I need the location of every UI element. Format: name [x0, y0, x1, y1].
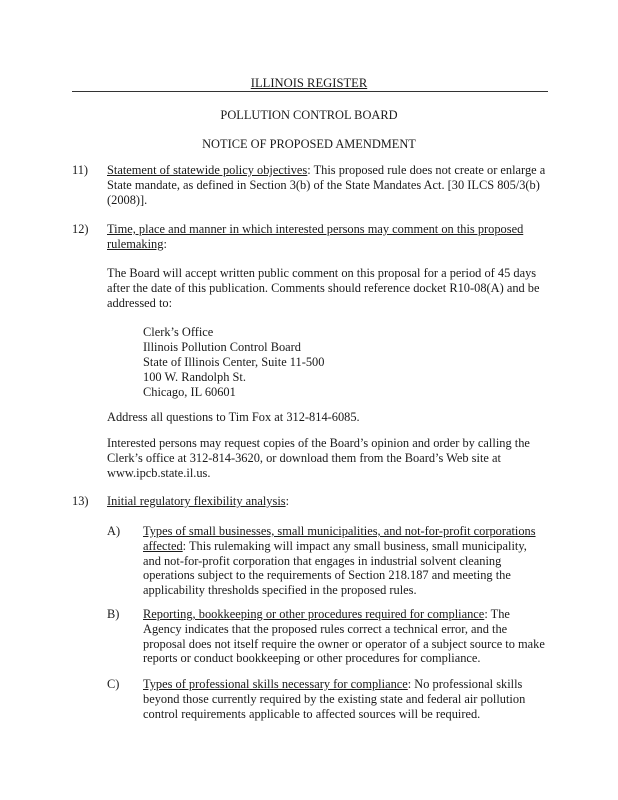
item-11-heading: Statement of statewide policy objectives [107, 163, 308, 177]
header-rule [72, 91, 548, 92]
item-13-heading-line [107, 494, 547, 509]
item-13a-label: A) [107, 524, 121, 538]
register-header [0, 76, 618, 91]
agency-title: POLLUTION CONTROL BOARD [220, 108, 398, 122]
address-line: 100 W. Randolph St. [143, 370, 246, 384]
item-11-number: 11) [72, 163, 89, 177]
item-13c-paragraph [143, 677, 547, 721]
item-13b-heading: Reporting, bookkeeping or other procedures required for compliance [143, 607, 485, 621]
item-11-text: : This proposed rule does not create or enlarge a State mandate, as defined in Section 3(b) of the State Mandates Act. [30 ILCS 805/3(b) (2008)]. [107, 163, 546, 207]
item-13-number: 13) [72, 494, 89, 508]
item-12-heading-line [107, 222, 547, 252]
item-12-heading-suffix: : [163, 236, 167, 251]
item-13-heading: Initial regulatory flexibility analysis [107, 494, 286, 508]
address-line: Chicago, IL 60601 [143, 385, 236, 399]
item-13b-paragraph [143, 607, 547, 666]
item-12-para-2: Address all questions to Tim Fox at 312-814-6085. [107, 410, 360, 424]
item-13a-paragraph [143, 524, 547, 598]
address-line: Clerk’s Office [143, 325, 214, 339]
item-13a-heading: Types of small businesses, small municipalities, and not-for-profit corporations affected [143, 524, 536, 553]
item-11-paragraph [107, 163, 547, 207]
item-13b-text: : The Agency indicates that the proposed rules correct a technical error, and the proposal does not itself require the owner or operator of a subject source to make reports or conduct bookkeeping or other procedures for compliance. [143, 607, 545, 666]
item-13c-heading: Types of professional skills necessary for compliance [143, 677, 408, 691]
address-line: State of Illinois Center, Suite 11-500 [143, 355, 325, 369]
item-13c-label: C) [107, 677, 120, 691]
notice-title: NOTICE OF PROPOSED AMENDMENT [202, 137, 416, 151]
item-12-para-1: The Board will accept written public comment on this proposal for a period of 45 days after the date of this publication. Comments should reference docket R10-08(A) and be addressed to: [107, 266, 540, 310]
item-13b-label: B) [107, 607, 120, 621]
register-title: ILLINOIS REGISTER [250, 76, 368, 90]
item-13a-text: : This rulemaking will impact any small business, small municipality, and not-for-profit corporation that engages in industrial solvent cleaning operations subject to the requirements of Section 218.187 and meeting the applicability thresholds specified in the proposed rules. [143, 538, 527, 598]
item-12-number: 12) [72, 222, 89, 236]
address-line: Illinois Pollution Control Board [143, 340, 301, 354]
item-13c-text: : No professional skills beyond those currently required by the existing state and federal air pollution control requirements applicable to affected sources will be required. [143, 677, 526, 721]
item-13-heading-suffix: : [285, 494, 290, 508]
item-12-heading: Time, place and manner in which interested persons may comment on this proposed rulemaking [107, 222, 524, 251]
item-12-para-3: Interested persons may request copies of the Board’s opinion and order by calling the Clerk’s office at 312-814-3620, or download them from the Board’s Web site at www.ipcb.state.il.us. [107, 436, 530, 480]
